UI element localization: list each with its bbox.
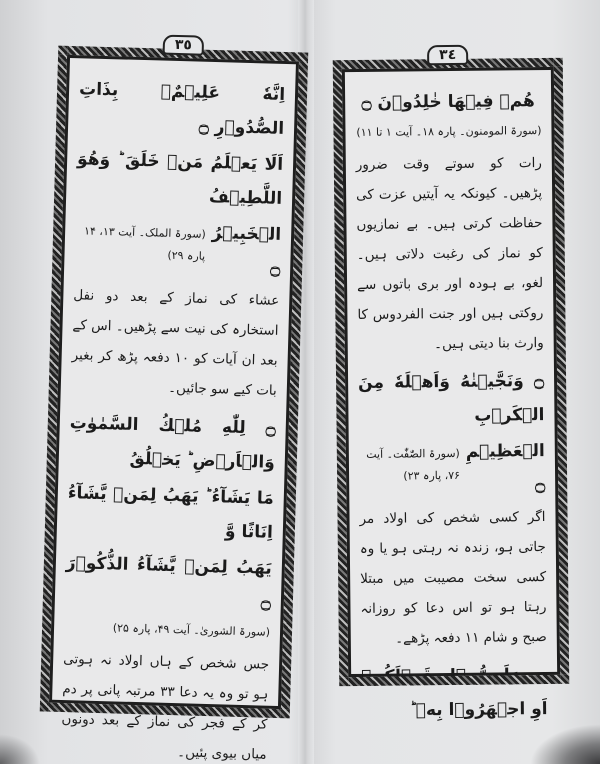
quran-verse: يَهَبُ لِمَنۡ يَّشَآءُ الذُّكُوۡرَ ۝: [65, 553, 273, 613]
photo-shadow: [530, 724, 600, 764]
photo-shadow: [0, 734, 40, 764]
right-page: [342, 46, 560, 721]
left-page: [49, 36, 299, 763]
surah-reference: (سورۃ الشوریٰ۔ آیت ۴۹، پارہ ۲۵): [112, 621, 271, 639]
quran-verse: اِنَّهٗ عَلِيۡمٌۢ بِذَاتِ الصُّدُوۡرِ ۝: [78, 79, 286, 139]
quran-verse: الۡخَبِيۡرُ ۝: [211, 223, 282, 279]
surah-reference: (سورۃ المومنون۔ پارہ ۱۸۔ آیت ۱ تا ۱۱): [356, 124, 542, 139]
quran-verse: ۝ لِلّٰهِ مُلۡكُ السَّمٰوٰتِ وَالۡاَرۡضِ ؕ يَخۡلُقُ: [69, 413, 277, 473]
quran-verse: مَا يَشَآءُ ؕ يَهَبُ لِمَنۡ يَّشَآءُ اِنَاثًا وَّ: [67, 483, 275, 543]
verse-with-reference: [359, 434, 546, 504]
surah-reference: (سورۃ الملک۔ آیت ۱۳، ۱۴ پارہ ۲۹): [83, 224, 206, 263]
page-number-left: ٣٥: [163, 35, 205, 56]
verse-with-reference: [74, 212, 282, 286]
quran-verse: الۡعَظِيۡمِ ۝: [465, 441, 546, 496]
left-page-content: [50, 58, 296, 764]
page-number-right: ٣٤: [427, 45, 468, 65]
quran-verse: هُمۡ فِيۡهَا خٰلِدُوۡنَ ۝: [361, 91, 535, 113]
quran-verse: ۝ وَاَسِرُّوۡا قَوۡلَكُمۡ اَوِ اجۡهَرُوۡا بِهٖ ؕ: [361, 665, 548, 721]
surah-reference: (سورۃ الصّٰفّٰت۔ آیت ۷۶، پارہ ۲۳): [366, 446, 461, 483]
urdu-instruction: جس شخص کے ہاں اولاد نہ ہوتی ہو تو وہ یہ دعا ۳۳ مرتبہ پانی پر دم کر کے فجر کی نماز کے بعد دونوں میاں بیوی پئیں۔: [61, 651, 270, 763]
urdu-instruction: رات کو سوتے وقت ضرور پڑھیں۔ کیونکہ یہ آیتیں عزت کی حفاظت کرتی ہیں۔ بے نمازیوں کو نماز کی رغبت دلاتی ہیں۔ لغو، بے ہودہ اور بری باتوں سے روکتی ہیں اور جنت الفردوس کا وارث بنا دیتی ہیں۔: [355, 155, 544, 353]
right-page-content: [345, 70, 558, 740]
quran-verse: ۝ وَنَجَّيۡنٰهُ وَاَهۡلَهٗ مِنَ الۡكَرۡبِ: [358, 371, 545, 426]
urdu-instruction: اگر کسی شخص کی اولاد مر جاتی ہو، زندہ نہ رہتی ہو یا وہ کسی سخت مصیبت میں مبتلا رہتا ہو تو اس دعا کو روزانہ صبح و شام ۱۱ دفعہ پڑھے۔: [359, 509, 547, 647]
urdu-instruction: عشاء کی نماز کے بعد دو نفل استخارہ کی نیت سے پڑھیں۔ اس کے بعد ان آیات کو ۱۰ دفعہ پڑھ کر بغیر بات کیے سو جائیں۔: [71, 287, 280, 399]
quran-verse: اَلَا يَعۡلَمُ مَنۡ خَلَقَ ؕ وَهُوَ اللَّطِيۡفُ: [76, 149, 284, 209]
book-spine-gutter: [298, 0, 314, 764]
